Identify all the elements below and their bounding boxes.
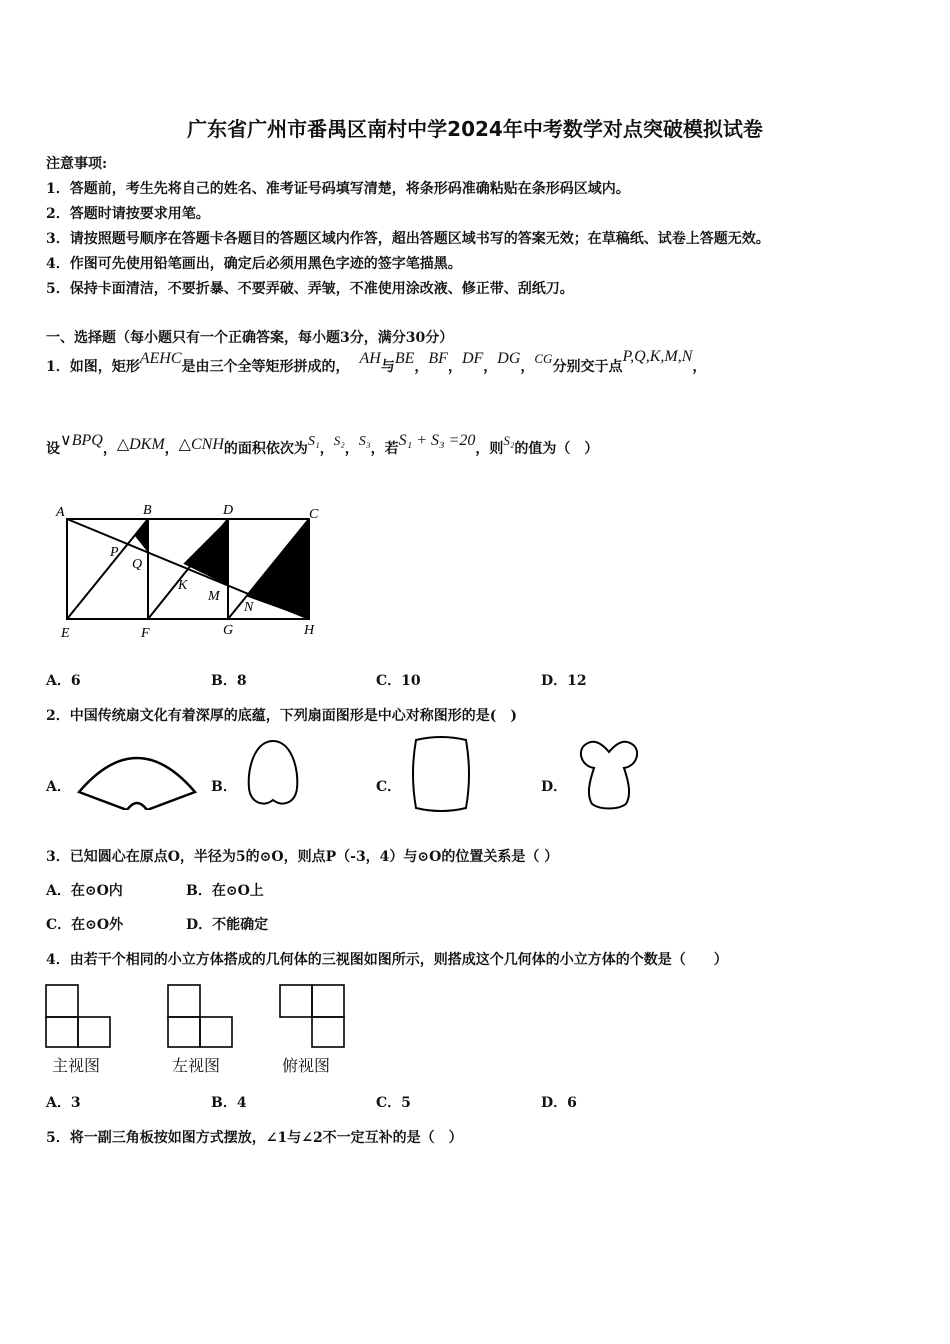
- fig-label: N: [244, 600, 254, 615]
- fig-label: H: [304, 623, 315, 638]
- section-heading: 一、选择题（每小题只有一个正确答案，每小题3分，满分30分）: [46, 330, 454, 346]
- fig-label: F: [141, 626, 150, 641]
- q1-option-d: D．12: [541, 673, 587, 689]
- q3-option-c: C．在⊙O外: [46, 917, 124, 933]
- q4-option-a: A．3: [46, 1095, 81, 1111]
- fig-label: E: [61, 626, 70, 641]
- q3-option-b: B．在⊙O上: [186, 883, 264, 899]
- q1-text: 的值为（ ）: [514, 441, 599, 457]
- q1-option-b: B．8: [211, 673, 247, 689]
- q4-option-d: D．6: [541, 1095, 577, 1111]
- q1-option-a: A．6: [46, 673, 81, 689]
- q1-sep: ，: [164, 441, 179, 457]
- fig-label: A: [56, 505, 65, 520]
- q1-text: 1．如图，矩形: [46, 359, 140, 375]
- q1-math: BF: [428, 350, 448, 367]
- q1-sep: ，: [447, 359, 462, 375]
- note-4: 4．作图可先使用铅笔画出，确定后必须用黑色字迹的签字笔描黑。: [46, 256, 462, 272]
- q1-math: △DKM: [116, 436, 165, 453]
- q1-text: 设: [46, 441, 60, 457]
- front-view-label: 主视图: [52, 1056, 101, 1075]
- page-title: 广东省广州市番禺区南村中学2024年中考数学对点突破模拟试卷: [187, 117, 763, 141]
- q1-text: ，则: [475, 441, 504, 457]
- q1-math: BE: [394, 350, 415, 367]
- fan-shape-c-icon: [406, 736, 476, 812]
- fan-shape-b-icon: [243, 738, 303, 810]
- fig-label: C: [309, 507, 319, 522]
- q1-sep: ，: [319, 441, 334, 457]
- q4-option-b: B．4: [211, 1095, 247, 1111]
- notes-heading: 注意事项:: [46, 156, 108, 172]
- triangle-cnh: [246, 519, 310, 619]
- top-view-label: 俯视图: [282, 1056, 331, 1075]
- note-3: 3．请按照题号顺序在答题卡各题目的答题区域内作答，超出答题区域书写的答案无效；在草稿纸、试卷上答题无效。: [46, 231, 770, 247]
- q1-math: △CNH: [178, 436, 224, 453]
- q1-sep: ，: [520, 359, 535, 375]
- q1-math: S₂: [333, 433, 345, 448]
- q1-math: DG: [497, 350, 521, 367]
- fig-label: D: [223, 503, 234, 518]
- q1-sep: ，: [692, 359, 707, 375]
- q1-sep: ，: [102, 441, 117, 457]
- q2-label-d: D．: [541, 779, 568, 795]
- q5-text: 5．将一副三角板按如图方式摆放，∠1与∠2不一定互补的是（ ）: [46, 1130, 463, 1146]
- q1-math: P,Q,K,M,N: [622, 348, 693, 365]
- q2-label-b: B．: [211, 779, 237, 795]
- fig-label: K: [178, 578, 188, 593]
- note-1: 1．答题前，考生先将自己的姓名、准考证号码填写清楚，将条形码准确粘贴在条形码区域内。: [46, 181, 630, 197]
- fig-label: B: [143, 503, 152, 518]
- q1-math: S₁ + S₃ =20: [398, 432, 476, 449]
- q1-math: ∨BPQ: [60, 432, 103, 449]
- q3-option-d: D．不能确定: [186, 917, 269, 933]
- q1-rectangle-figure: [50, 500, 340, 645]
- q1-text: 是由三个全等矩形拼成的，: [181, 359, 350, 375]
- q1-sep: ，: [414, 359, 429, 375]
- q2-text: 2．中国传统扇文化有着深厚的底蕴，下列扇面图形是中心对称图形的是( ): [46, 708, 517, 724]
- fig-label: G: [223, 623, 234, 638]
- q1-math: CG: [534, 351, 553, 366]
- q1-math: DF: [461, 350, 484, 367]
- q1-sep: ，: [344, 441, 359, 457]
- q1-math: AH: [359, 350, 381, 367]
- fig-label: P: [110, 545, 119, 560]
- fig-label: M: [208, 589, 220, 604]
- q1-option-c: C．10: [376, 673, 421, 689]
- note-5: 5．保持卡面清洁，不要折暴、不要弄破、弄皱，不准使用涂改液、修正带、刮纸刀。: [46, 281, 574, 297]
- fig-label: Q: [132, 557, 143, 572]
- note-2: 2．答题时请按要求用笔。: [46, 206, 210, 222]
- q1-line2: [46, 432, 599, 458]
- fan-shape-d-icon: [574, 738, 644, 810]
- q1-math: S₃: [358, 434, 371, 449]
- q1-text: ，若: [370, 441, 399, 457]
- fan-shape-a-icon: [74, 738, 200, 810]
- q1-line1: [46, 348, 707, 376]
- q3-text: 3．已知圆心在原点O，半径为5的⊙O，则点P（-3，4）与⊙O的位置关系是（ ）: [46, 849, 559, 865]
- q3-option-a: A．在⊙O内: [46, 883, 123, 899]
- q1-math: AEHC: [139, 350, 182, 367]
- q2-label-c: C．: [376, 779, 402, 795]
- q1-math: S₂: [503, 433, 515, 448]
- q1-sep: ，: [483, 359, 498, 375]
- side-view-label: 左视图: [172, 1056, 221, 1075]
- q1-text: 的面积依次为: [223, 441, 308, 457]
- q4-option-c: C．5: [376, 1095, 411, 1111]
- q2-label-a: A．: [46, 779, 71, 795]
- q1-math: S₁: [307, 434, 320, 449]
- q1-text: 分别交于点: [552, 359, 623, 375]
- q4-text: 4．由若干个相同的小立方体搭成的几何体的三视图如图所示，则搭成这个几何体的小立方体的个数是（ ）: [46, 952, 728, 968]
- q1-text: 与: [380, 359, 395, 375]
